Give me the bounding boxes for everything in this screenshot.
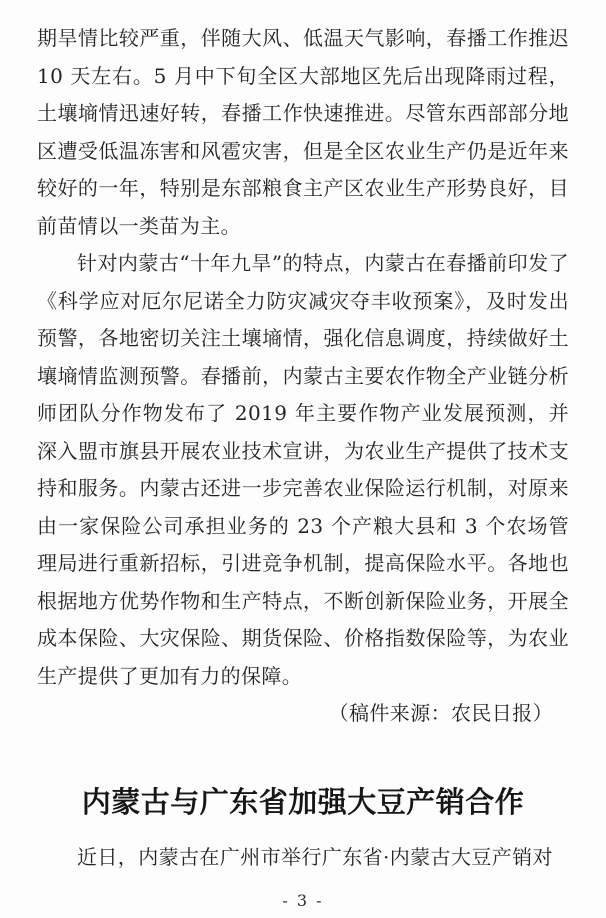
article-first-paragraph-line: 近日，内蒙古在广州市举行广东省·内蒙古大豆产销对	[77, 844, 553, 869]
article-title: 内蒙古与广东省加强大豆产销合作	[81, 784, 525, 819]
body-paragraph-continuation: 期旱情比较严重，伴随大风、低温天气影响，春播工作推迟 10 天左右。5 月中下旬全区大部地区先后出现降雨过程，土壤墒情迅速好转，春播工作快速推进。尽管东西部部分地区遭受低温冻害和风雹灾害，但是全区农业生产仍是近年来较好的一年，特别是东部粮食主产区农业生产形势良好，目前苗情以一类苗为主。	[37, 26, 569, 238]
source-attribution: （稿件来源：农民日报）	[328, 701, 553, 725]
body-paragraph: 针对内蒙古“十年九旱”的特点，内蒙古在春播前印发了《科学应对厄尔尼诺全力防灾减灾夺丰收预案》，及时发出预警，各地密切关注土壤墒情，强化信息调度，持续做好土壤墒情监测预警。春播前，内蒙古主要农作物全产业链分析师团队分作物发布了 2019 年主要作物产业发展预测，并深入盟市旗县开展农业技术宣讲，为农业生产提供了技术支持和服务。内蒙古还进一步完善农业保险运行机制，对原来由一家保险公司承担业务的 23 个产粮大县和 3 个农场管理局进行重新招标，引进竞争机制，提高保险水平。各地也根据地方优势作物和生产特点，不断创新保险业务，开展全成本保险、大灾保险、期货保险、价格指数保险等，为农业生产提供了更加有力的保障。	[37, 251, 569, 688]
page-number: - 3 -	[282, 891, 324, 910]
article-previous-body	[37, 20, 569, 695]
